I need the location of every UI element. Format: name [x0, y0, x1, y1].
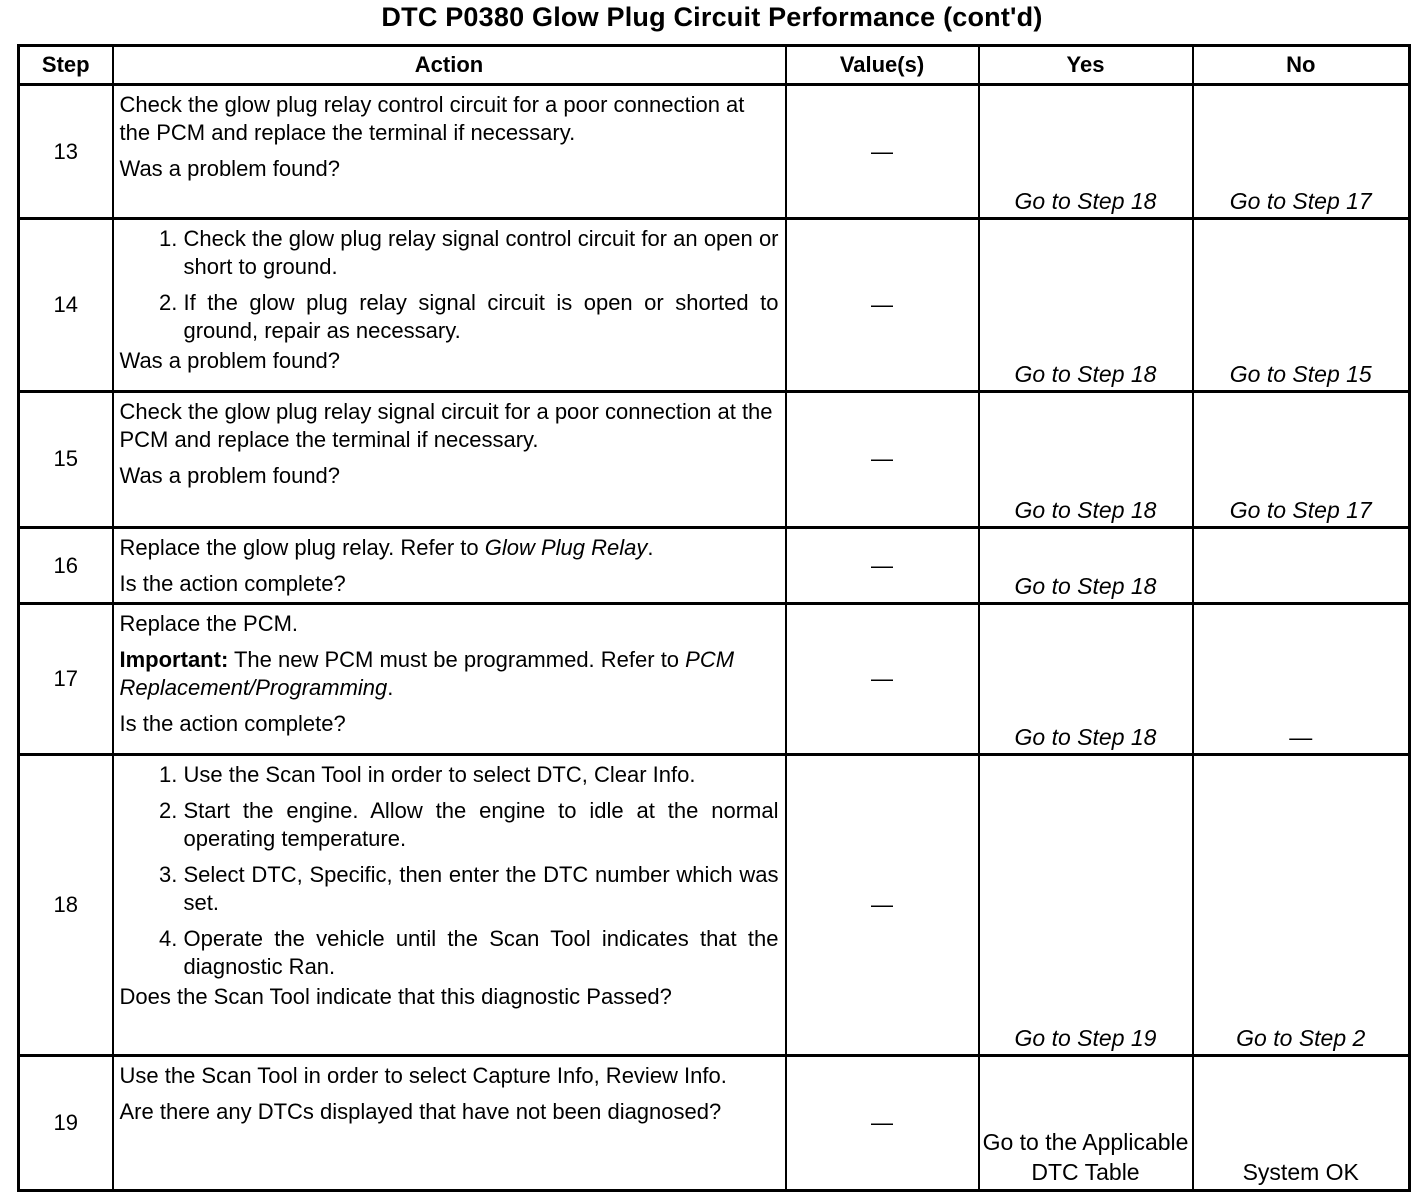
- step-number: 14: [19, 219, 113, 391]
- action-cell: [113, 219, 786, 391]
- header-row: [19, 46, 1410, 85]
- yes-cell: Go to Step 18: [979, 528, 1193, 604]
- step-number: 13: [19, 85, 113, 219]
- reference-link: PCM Replacement/Programming: [119, 647, 735, 701]
- table-row: [19, 754, 1410, 1055]
- value-cell: —: [786, 754, 979, 1055]
- action-question: Are there any DTCs displayed that have not been diagnosed?: [119, 1098, 722, 1124]
- value-cell: —: [786, 391, 979, 527]
- action-question: Is the action complete?: [119, 711, 346, 737]
- col-header-yes: Yes: [979, 46, 1193, 85]
- action-question: Is the action complete?: [119, 571, 346, 597]
- step-number: 18: [19, 754, 113, 1055]
- col-header-no: No: [1193, 46, 1410, 85]
- action-list-item: 4. Operate the vehicle until the Scan Tool indicates that the diagnostic Ran.: [184, 925, 779, 981]
- action-list-item: 2. Start the engine. Allow the engine to idle at the normal operating temperature.: [184, 797, 779, 853]
- important-text-end: .: [387, 675, 394, 701]
- action-text: Replace the PCM.: [119, 611, 299, 637]
- step-number: 19: [19, 1055, 113, 1190]
- table-row: [19, 219, 1410, 391]
- action-list-item: 1. Check the glow plug relay signal control circuit for an open or short to ground.: [184, 225, 779, 281]
- table-row: [19, 1055, 1410, 1190]
- action-question: Does the Scan Tool indicate that this diagnostic Passed?: [119, 983, 672, 1009]
- no-cell: System OK: [1193, 1055, 1410, 1190]
- no-cell: —: [1193, 604, 1410, 754]
- table-row: [19, 528, 1410, 604]
- col-header-values: Value(s): [786, 46, 979, 85]
- value-cell: —: [786, 1055, 979, 1190]
- yes-cell: Go to Step 18: [979, 391, 1193, 527]
- action-cell: [113, 85, 786, 219]
- action-cell: [113, 391, 786, 527]
- no-cell: [1193, 528, 1410, 604]
- no-cell: Go to Step 2: [1193, 754, 1410, 1055]
- action-question: Was a problem found?: [119, 156, 341, 181]
- page-title: DTC P0380 Glow Plug Circuit Performance (cont'd): [381, 2, 1043, 32]
- action-text: Check the glow plug relay control circuit for a poor connection at the PCM and replace the terminal if necessary.: [119, 92, 745, 145]
- col-header-step: Step: [19, 46, 113, 85]
- table-row: [19, 391, 1410, 527]
- action-text: Replace the glow plug relay. Refer to: [119, 535, 485, 561]
- table-row: [19, 85, 1410, 219]
- action-cell: [113, 528, 786, 604]
- no-cell: Go to Step 17: [1193, 85, 1410, 219]
- no-cell: Go to Step 15: [1193, 219, 1410, 391]
- reference-link: Glow Plug Relay: [484, 535, 648, 561]
- value-cell: —: [786, 528, 979, 604]
- important-label: Important:: [119, 647, 229, 673]
- value-cell: —: [786, 85, 979, 219]
- value-cell: —: [786, 219, 979, 391]
- col-header-action: Action: [113, 46, 786, 85]
- yes-cell: Go to Step 18: [979, 604, 1193, 754]
- important-text: The new PCM must be programmed. Refer to: [228, 647, 686, 673]
- yes-cell: Go to Step 18: [979, 219, 1193, 391]
- action-text-end: .: [647, 535, 654, 561]
- action-question: Was a problem found?: [119, 348, 341, 374]
- step-number: 16: [19, 528, 113, 604]
- action-cell: [113, 604, 786, 754]
- no-cell: Go to Step 17: [1193, 391, 1410, 527]
- diagnostic-table: [17, 44, 1411, 1192]
- action-text: Use the Scan Tool in order to select Capture Info, Review Info.: [119, 1062, 727, 1088]
- action-cell: [113, 754, 786, 1055]
- action-list-item: 2. If the glow plug relay signal circuit is open or shorted to ground, repair as necessary.: [184, 289, 779, 345]
- action-cell: [113, 1055, 786, 1190]
- step-number: 17: [19, 604, 113, 754]
- yes-cell: Go to the Applicable DTC Table: [979, 1055, 1193, 1190]
- yes-cell: Go to Step 18: [979, 85, 1193, 219]
- action-text: Check the glow plug relay signal circuit for a poor connection at the PCM and replace the terminal if necessary.: [119, 398, 773, 452]
- action-list-item: 1. Use the Scan Tool in order to select DTC, Clear Info.: [184, 761, 779, 789]
- table-row: [19, 604, 1410, 754]
- action-list-item: 3. Select DTC, Specific, then enter the DTC number which was set.: [184, 861, 779, 917]
- value-cell: —: [786, 604, 979, 754]
- step-number: 15: [19, 391, 113, 527]
- action-question: Was a problem found?: [119, 462, 341, 488]
- yes-cell: Go to Step 19: [979, 754, 1193, 1055]
